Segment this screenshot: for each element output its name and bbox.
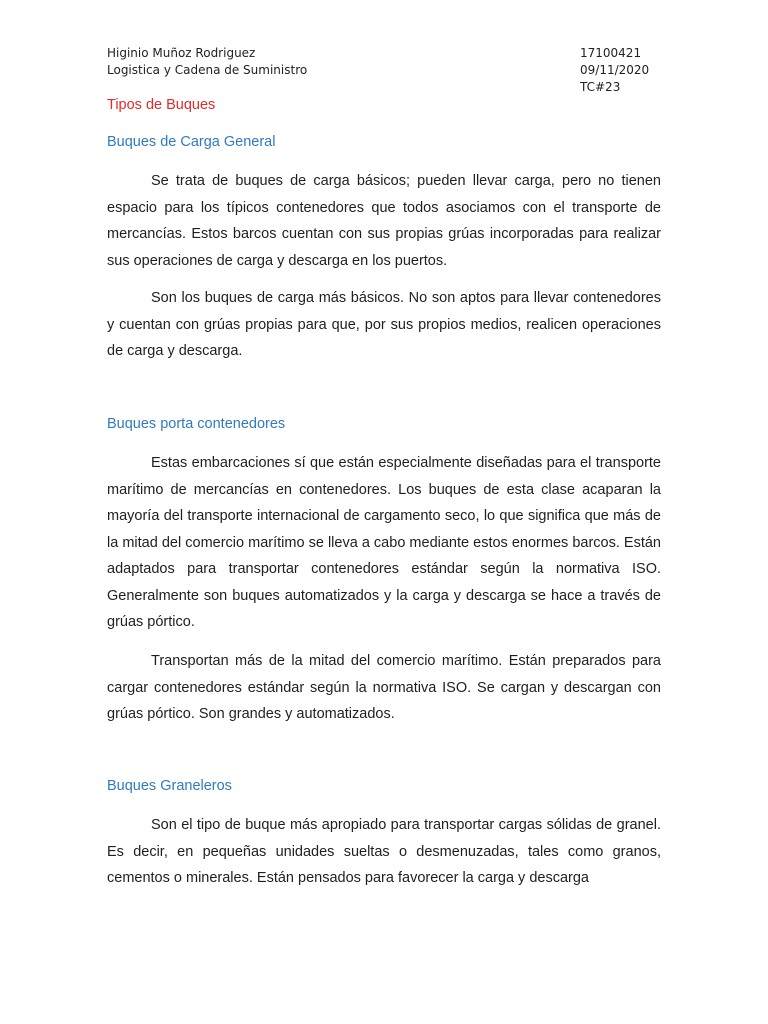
- paragraph: Son los buques de carga más básicos. No son aptos para llevar contenedores y cuentan con grúas propias para que, por sus propios medios, realicen operaciones de carga y descarga.: [107, 290, 661, 359]
- section-heading-porta-contenedores: Buques porta contenedores: [107, 416, 286, 432]
- assignment-code: TC#23: [580, 80, 621, 94]
- document-title: Tipos de Buques: [107, 97, 216, 113]
- paragraph: Son el tipo de buque más apropiado para transportar cargas sólidas de granel. Es decir, en pequeñas unidades sueltas o desmenuzadas, tales como granos, cementos o minerales. Están pensados para favorecer la carga y descarga: [107, 817, 661, 886]
- paragraph: Transportan más de la mitad del comercio marítimo. Están preparados para cargar contenedores estándar según la normativa ISO. Se cargan y descargan con grúas pórtico. Son grandes y automatizados.: [107, 653, 661, 722]
- header-left: [107, 45, 307, 79]
- section-heading-graneleros: Buques Graneleros: [107, 778, 232, 794]
- author-name: Higinio Muñoz Rodriguez: [107, 46, 256, 60]
- paragraph: Estas embarcaciones sí que están especialmente diseñadas para el transporte marítimo de mercancías en contenedores. Los buques de esta clase acaparan la mayoría del transporte internacional de cargamento seco, lo que significa que más de la mitad del comercio marítimo se lleva a cabo mediante estos enormes barcos. Están adaptados para transportar contenedores estándar según la normativa ISO. Generalmente son buques automatizados y la carga y descarga se hace a través de grúas pórtico.: [107, 455, 661, 630]
- course-name: Logistica y Cadena de Suministro: [107, 63, 308, 77]
- paragraph: Se trata de buques de carga básicos; pueden llevar carga, pero no tienen espacio para los típicos contenedores que todos asociamos con el transporte de mercancías. Estos barcos cuentan con sus propias grúas incorporadas para realizar sus operaciones de carga y descarga en los puertos.: [107, 173, 661, 269]
- student-id: 17100421: [580, 46, 642, 60]
- header-right: [580, 45, 649, 96]
- document-date: 09/11/2020: [580, 63, 650, 77]
- section-heading-carga-general: Buques de Carga General: [107, 134, 276, 150]
